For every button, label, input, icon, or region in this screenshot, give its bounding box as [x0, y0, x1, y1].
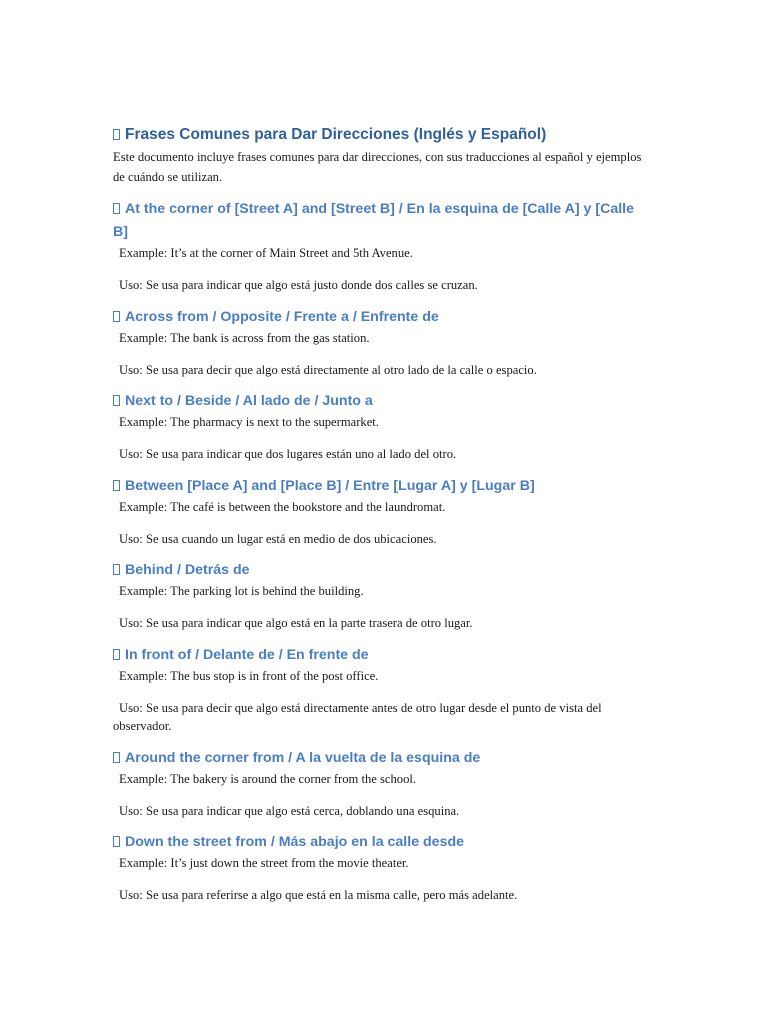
section-heading-text: Across from / Opposite / Frente a / Enfrente de: [125, 308, 439, 325]
section-usage: Uso: Se usa para indicar que algo está justo donde dos calles se cruzan.: [119, 278, 478, 292]
direction-section: [113, 306, 645, 380]
direction-section: [113, 831, 645, 905]
section-usage: Uso: Se usa para indicar que algo está cerca, doblando una esquina.: [119, 803, 460, 818]
missing-glyph-icon: [113, 203, 120, 214]
section-heading-text: Next to / Beside / Al lado de / Junto a: [125, 393, 373, 409]
missing-glyph-icon: [113, 649, 120, 660]
section-example: Example: The parking lot is behind the building.: [119, 584, 364, 598]
section-example: Example: The pharmacy is next to the supermarket.: [119, 415, 379, 429]
section-usage: Uso: Se usa para decir que algo está directamente antes de otro lugar desde el punto de vista del observador.: [113, 700, 602, 733]
section-heading-text: Behind / Detrás de: [125, 562, 250, 578]
section-heading-text: Down the street from / Más abajo en la calle desde: [125, 834, 465, 850]
direction-section: [113, 747, 645, 821]
direction-section: [113, 390, 645, 464]
section-usage: Uso: Se usa para indicar que dos lugares están uno al lado del otro.: [119, 447, 457, 461]
missing-glyph-icon: [113, 311, 120, 322]
section-heading: [113, 198, 645, 244]
missing-glyph-icon: [113, 564, 120, 575]
missing-glyph-icon: [113, 395, 120, 406]
section-example: Example: The bakery is around the corner from the school.: [119, 771, 417, 786]
document-title-text: Frases Comunes para Dar Direcciones (Inglés y Español): [125, 126, 547, 143]
section-example: Example: The bank is across from the gas station.: [119, 330, 370, 345]
section-example: Example: The bus stop is in front of the post office.: [119, 668, 379, 683]
direction-section: [113, 475, 645, 549]
section-usage: Uso: Se usa para referirse a algo que está en la misma calle, pero más adelante.: [119, 888, 518, 902]
section-usage: Uso: Se usa para indicar que algo está en la parte trasera de otro lugar.: [119, 616, 473, 630]
direction-section: [113, 559, 645, 633]
section-heading: [113, 390, 645, 413]
document-title: [113, 124, 645, 146]
document-page: [113, 124, 645, 905]
section-heading-text: In front of / Delante de / En frente de: [125, 646, 369, 663]
section-example: Example: The café is between the bookstore and the laundromat.: [119, 499, 446, 514]
section-heading-text: Between [Place A] and [Place B] / Entre [Lugar A] y [Lugar B]: [125, 477, 535, 494]
section-heading: [113, 831, 645, 854]
document-intro: Este documento incluye frases comunes para dar direcciones, con sus traducciones al español y ejemplos de cuándo se utilizan.: [113, 150, 642, 184]
missing-glyph-icon: [113, 752, 120, 763]
section-heading: [113, 747, 645, 770]
section-heading-text: At the corner of [Street A] and [Street B] / En la esquina de [Calle A] y [Calle B]: [113, 201, 634, 240]
section-usage: Uso: Se usa cuando un lugar está en medio de dos ubicaciones.: [119, 531, 437, 546]
section-heading: [113, 644, 645, 667]
section-example: Example: It’s just down the street from the movie theater.: [119, 856, 409, 870]
direction-section: [113, 644, 645, 736]
missing-glyph-icon: [113, 480, 120, 491]
direction-section: [113, 198, 645, 295]
section-heading: [113, 306, 645, 329]
missing-glyph-icon: [113, 836, 120, 847]
missing-glyph-icon: [113, 129, 120, 140]
section-heading: [113, 475, 645, 498]
section-heading: [113, 559, 645, 582]
section-heading-text: Around the corner from / A la vuelta de la esquina de: [125, 749, 481, 766]
section-usage: Uso: Se usa para decir que algo está directamente al otro lado de la calle o espacio.: [119, 362, 537, 377]
section-example: Example: It’s at the corner of Main Street and 5th Avenue.: [119, 246, 413, 260]
